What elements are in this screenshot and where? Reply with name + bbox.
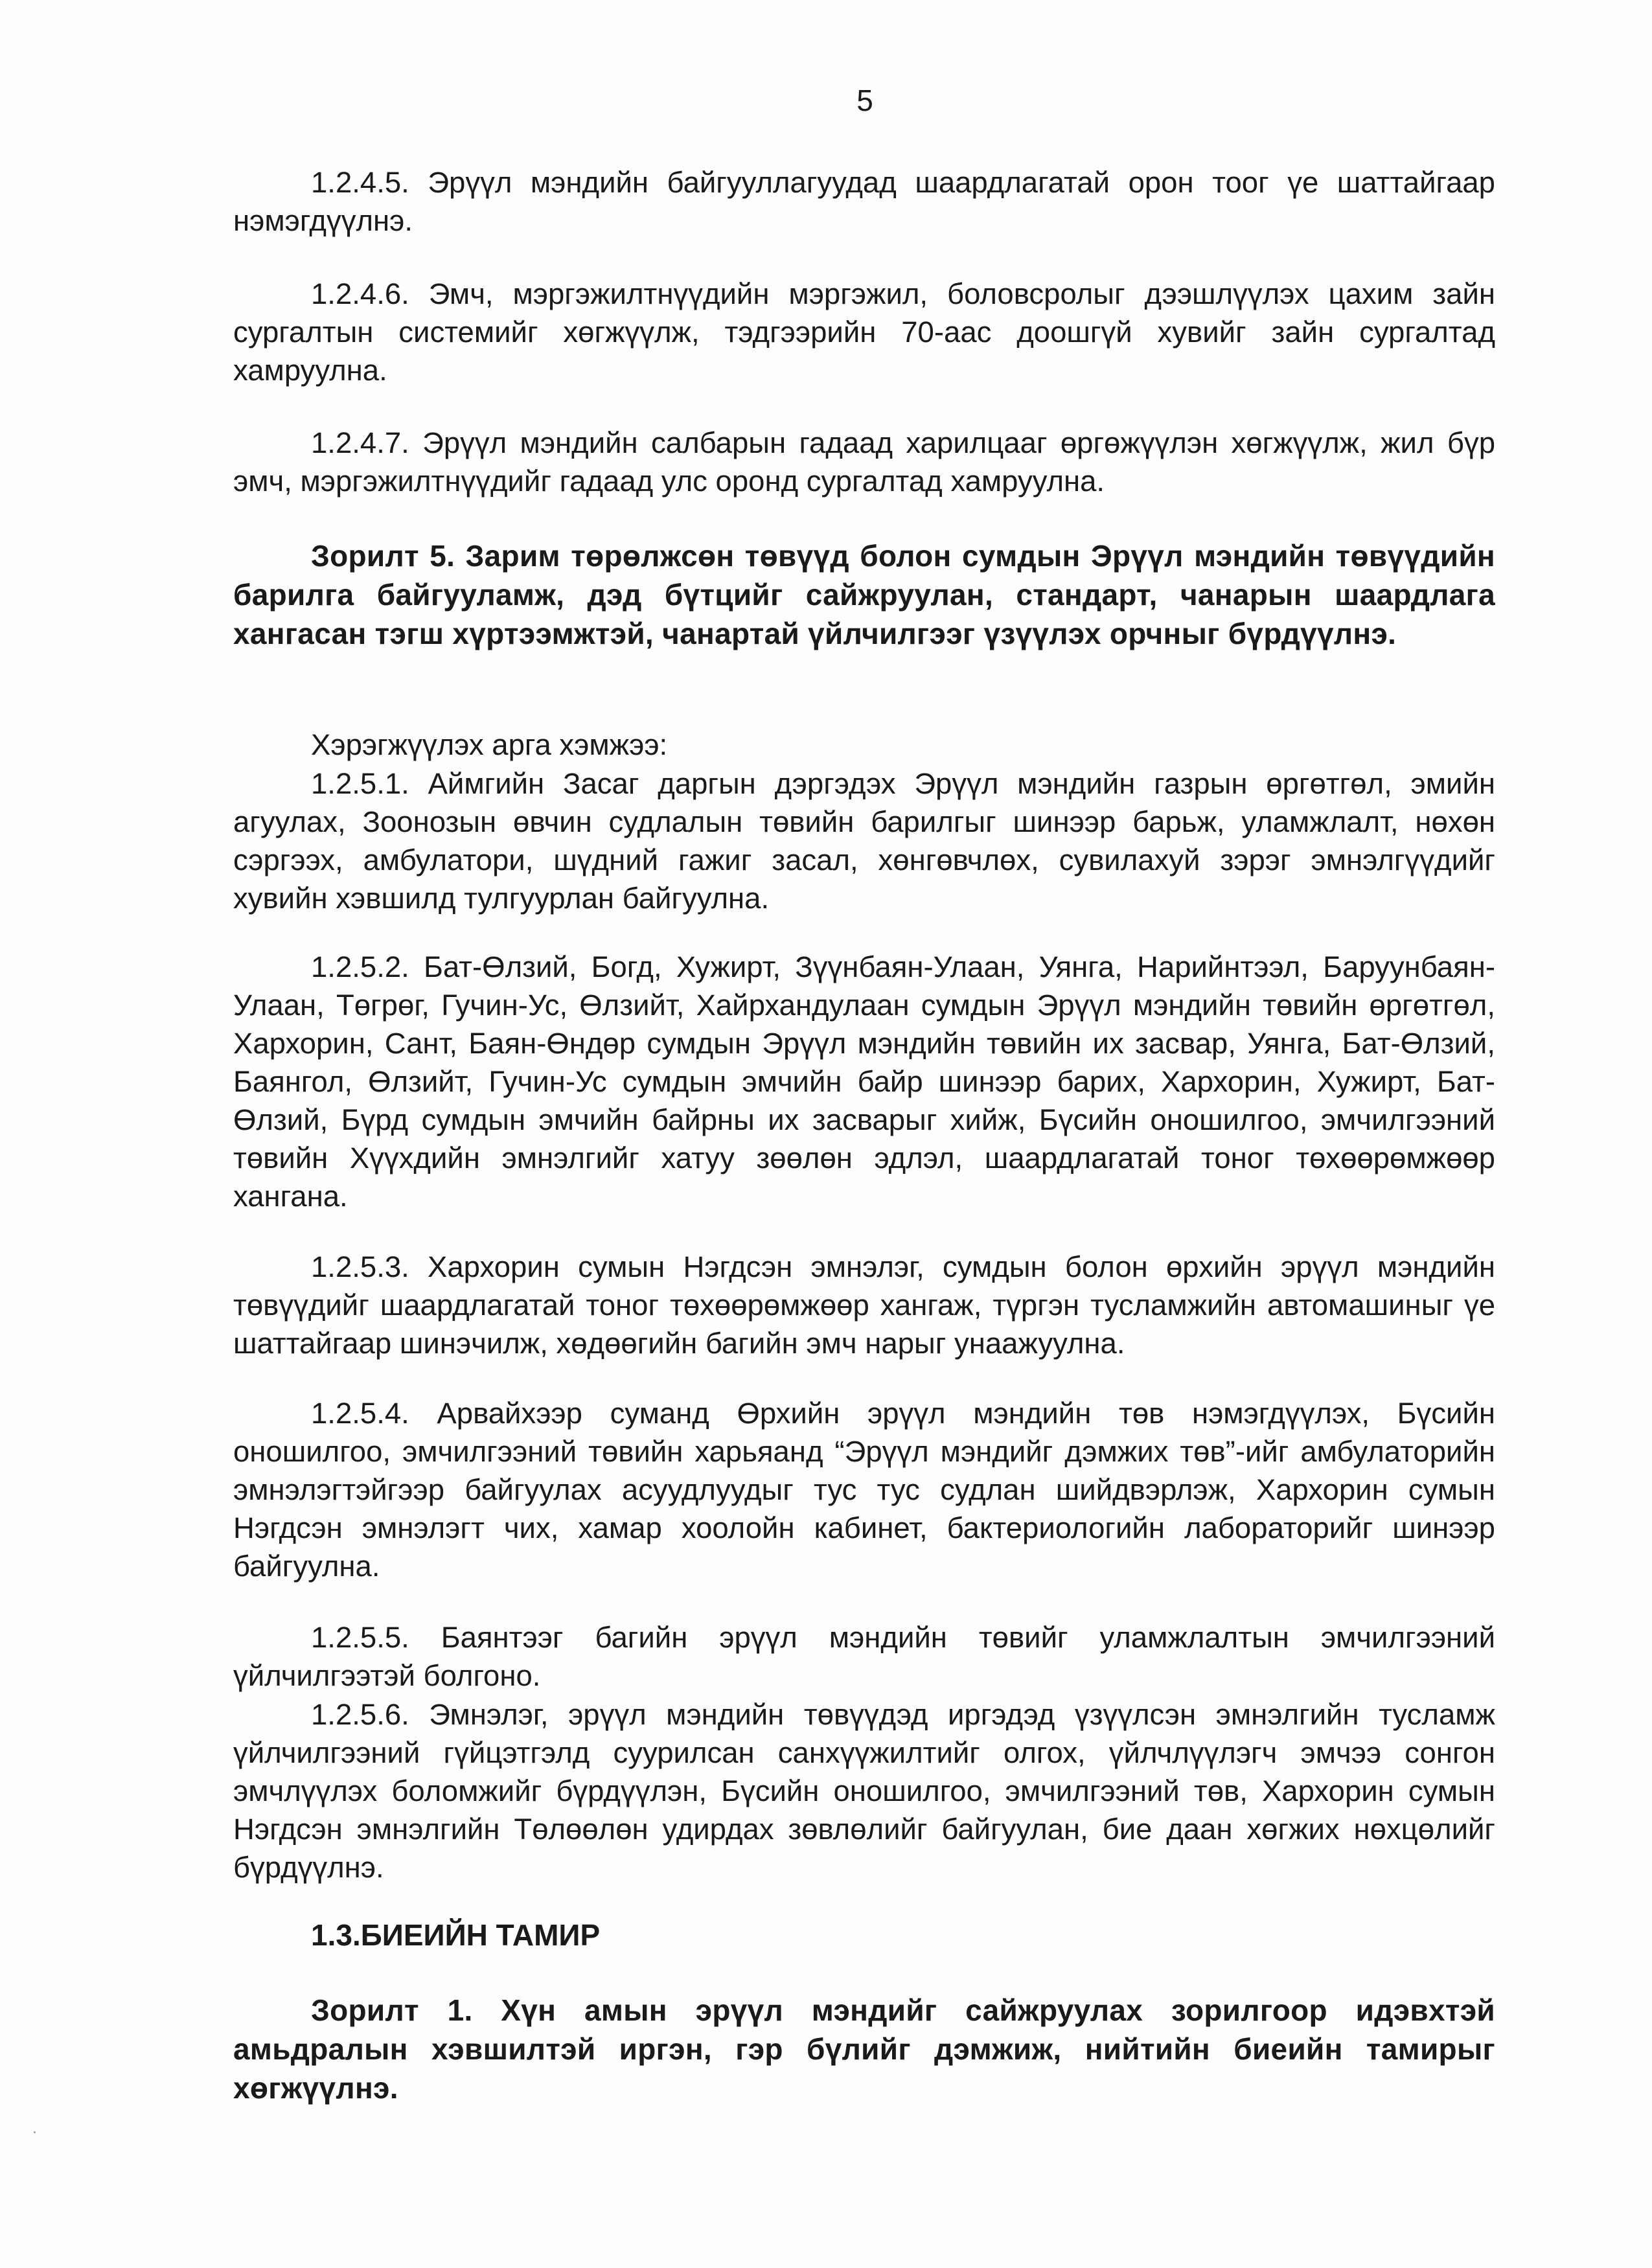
- paragraph-1-2-5-4: 1.2.5.4. Арвайхээр суманд Өрхийн эрүүл мэндийн төв нэмэгдүүлэх, Бүсийн оношилгоо, эмчилгээний төвийн харьяанд “Эрүүл мэндийг дэмжих төв”-ийг амбулаторийн эмнэлэгтэйгээр байгуулах асуудлуудыг тус тус судлан шийдвэрлэж, Хархорин сумын Нэгдсэн эмнэлэгт чих, хамар хоолойн кабинет, бактериологийн лабораторийг шинээр байгуулна.: [233, 1397, 1495, 1583]
- measures-label: Хэрэгжүүлэх арга хэмжээ:: [311, 728, 668, 761]
- paragraph-1-2-4-6: 1.2.4.6. Эмч, мэргэжилтнүүдийн мэргэжил, боловсролыг дээшлүүлэх цахим зайн сургалтын системийг хөгжүүлж, тэдгээрийн 70-аас доошгүй хувийг зайн сургалтад хамруулна.: [233, 277, 1495, 387]
- section-1-3-heading: 1.3.БИЕИЙН ТАМИР: [311, 1918, 601, 1952]
- scan-speck: [34, 2131, 36, 2133]
- page-number: 5: [856, 84, 873, 117]
- paragraph-1-2-5-3: 1.2.5.3. Хархорин сумын Нэгдсэн эмнэлэг, сумдын болон өрхийн эрүүл мэндийн төвүүдийг шаардлагатай тоног төхөөрөмжөөр хангаж, түргэн тусламжийн автомашиныг үе шаттайгаар шинэчилж, хөдөөгийн багийн эмч нарыг унаажуулна.: [233, 1250, 1495, 1360]
- goal-5-heading: Зорилт 5. Зарим төрөлжсөн төвүүд болон сумдын Эрүүл мэндийн төвүүдийн барилга байгууламж, дэд бүтцийг сайжруулан, стандарт, чанарын шаардлага хангасан тэгш хүртээмжтэй, чанартай үйлчилгээг үзүүлэх орчныг бүрдүүлнэ.: [233, 539, 1495, 650]
- paragraph-1-2-5-1: 1.2.5.1. Аймгийн Засаг даргын дэргэдэх Эрүүл мэндийн газрын өргөтгөл, эмийн агуулах, Зоонозын өвчин судлалын төвийн барилгыг шинээр барьж, уламжлалт, нөхөн сэргээх, амбулатори, шүдний гажиг засал, хөнгөвчлөх, сувилахуй зэрэг эмнэлгүүдийг хувийн хэвшилд тулгуурлан байгуулна.: [233, 767, 1495, 915]
- paragraph-1-2-4-5: 1.2.4.5. Эрүүл мэндийн байгууллагуудад шаардлагатай орон тоог үе шаттайгаар нэмэгдүүлнэ.: [233, 166, 1495, 237]
- paragraph-1-2-5-2: 1.2.5.2. Бат-Өлзий, Богд, Хужирт, Зүүнбаян-Улаан, Уянга, Нарийнтээл, Баруунбаян-Улаан, Төгрөг, Гучин-Ус, Өлзийт, Хайрхандулаан сумдын Эрүүл мэндийн төвийн өргөтгөл, Хархорин, Сант, Баян-Өндөр сумдын Эрүүл мэндийн төвийн их засвар, Уянга, Бат-Өлзий, Баянгол, Өлзийт, Гучин-Ус сумдын эмчийн байр шинээр барих, Хархорин, Хужирт, Бат-Өлзий, Бүрд сумдын эмчийн байрны их засварыг хийж, Бүсийн оношилгоо, эмчилгээний төвийн Хүүхдийн эмнэлгийг хатуу зөөлөн эдлэл, шаардлагатай тоног төхөөрөмжөөр хангана.: [233, 950, 1495, 1213]
- paragraph-1-2-5-6: 1.2.5.6. Эмнэлэг, эрүүл мэндийн төвүүдэд иргэдэд үзүүлсэн эмнэлгийн тусламж үйлчилгээний гүйцэтгэлд суурилсан санхүүжилтийг олгох, үйлчлүүлэгч эмчээ сонгон эмчлүүлэх боломжийг бүрдүүлэн, Бүсийн оношилгоо, эмчилгээний төв, Хархорин сумын Нэгдсэн эмнэлгийн Төлөөлөн удирдах зөвлөлийг байгуулан, бие даан хөгжих нөхцөлийг бүрдүүлнэ.: [233, 1698, 1495, 1884]
- goal-1-heading: Зорилт 1. Хүн амын эрүүл мэндийг сайжруулах зорилгоор идэвхтэй амьдралын хэвшилтэй иргэн, гэр бүлийг дэмжиж, нийтийн биеийн тамирыг хөгжүүлнэ.: [233, 1993, 1495, 2105]
- paragraph-1-2-4-7: 1.2.4.7. Эрүүл мэндийн салбарын гадаад харилцааг өргөжүүлэн хөгжүүлж, жил бүр эмч, мэргэжилтнүүдийг гадаад улс оронд сургалтад хамруулна.: [233, 426, 1495, 498]
- paragraph-1-2-5-5: 1.2.5.5. Баянтээг багийн эрүүл мэндийн төвийг уламжлалтын эмчилгээний үйлчилгээтэй болгоно.: [233, 1621, 1495, 1692]
